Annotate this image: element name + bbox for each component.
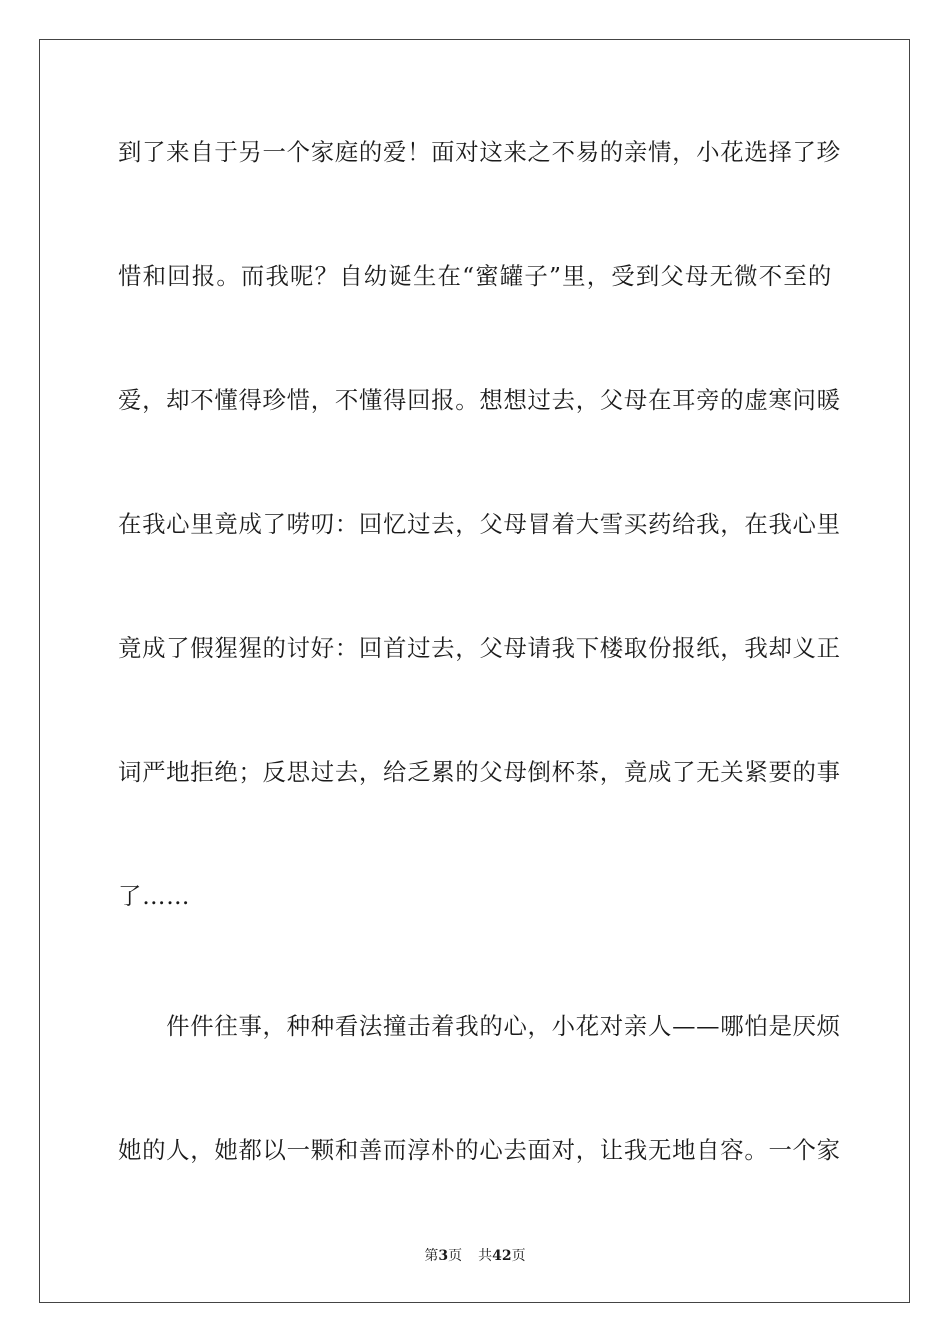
body-line-2: 惜和回报。而我呢？自幼诞生在“蜜罐子”里，受到父母无微不至的 <box>118 262 832 290</box>
page-footer <box>0 1247 950 1265</box>
page-prefix: 第 <box>424 1248 439 1264</box>
page-suffix: 页 <box>448 1248 463 1264</box>
body-line-4: 在我心里竟成了唠叨：回忆过去，父母冒着大雪买药给我，在我心里 <box>118 510 841 538</box>
total-prefix: 共 <box>478 1248 493 1264</box>
body-line-9: 她的人，她都以一颗和善而淳朴的心去面对，让我无地自容。一个家 <box>118 1136 841 1164</box>
page-frame <box>39 39 910 1303</box>
page-number: 3 <box>438 1248 449 1264</box>
body-line-1: 到了来自于另一个家庭的爱！面对这来之不易的亲情，小花选择了珍 <box>118 138 841 166</box>
body-line-8: 件件往事，种种看法撞击着我的心，小花对亲人——哪怕是厌烦 <box>118 1012 841 1040</box>
total-pages: 42 <box>492 1248 512 1264</box>
body-line-3: 爱，却不懂得珍惜，不懂得回报。想想过去，父母在耳旁的虚寒问暖 <box>118 386 841 414</box>
body-line-7: 了…… <box>118 882 191 910</box>
body-line-5: 竟成了假猩猩的讨好：回首过去，父母请我下楼取份报纸，我却义正 <box>118 634 841 662</box>
total-suffix: 页 <box>511 1248 526 1264</box>
body-line-6: 词严地拒绝；反思过去，给乏累的父母倒杯茶，竟成了无关紧要的事 <box>118 758 841 786</box>
